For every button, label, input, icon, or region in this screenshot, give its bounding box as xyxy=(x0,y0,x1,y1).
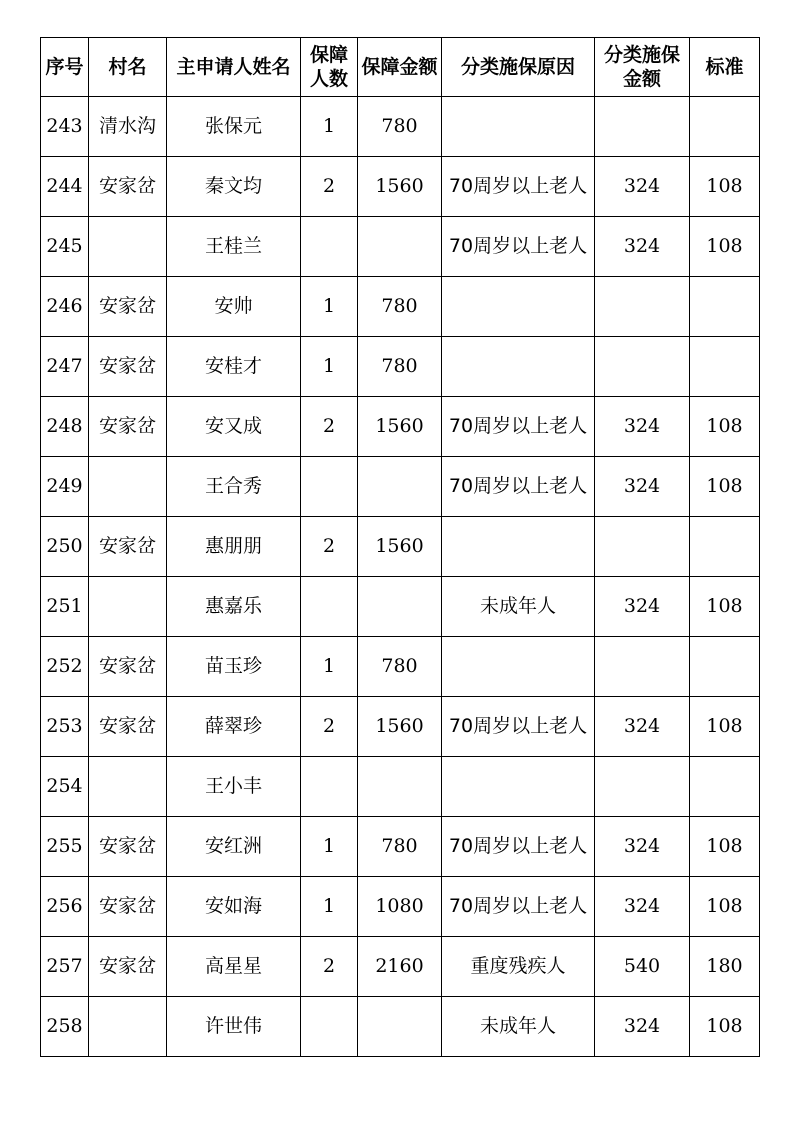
amount-cell: 780 xyxy=(358,97,442,157)
amount-cell: 780 xyxy=(358,817,442,877)
table-row xyxy=(41,217,760,277)
serial-cell: 246 xyxy=(41,277,89,337)
standard-cell: 108 xyxy=(690,697,760,757)
persons-cell: 1 xyxy=(301,97,358,157)
serial-cell: 255 xyxy=(41,817,89,877)
standard-cell: 108 xyxy=(690,457,760,517)
persons-cell xyxy=(301,997,358,1057)
reason-cell: 未成年人 xyxy=(442,997,595,1057)
standard-cell xyxy=(690,277,760,337)
amount-cell: 1560 xyxy=(358,697,442,757)
amount-cell: 1560 xyxy=(358,157,442,217)
table-row xyxy=(41,937,760,997)
reason-cell xyxy=(442,517,595,577)
serial-cell: 256 xyxy=(41,877,89,937)
table-row xyxy=(41,457,760,517)
classification-amount-cell: 324 xyxy=(595,157,690,217)
persons-cell: 2 xyxy=(301,697,358,757)
persons-cell: 1 xyxy=(301,277,358,337)
header-classification-reason: 分类施保原因 xyxy=(442,38,595,97)
standard-cell xyxy=(690,337,760,397)
reason-cell: 70周岁以上老人 xyxy=(442,457,595,517)
serial-cell: 249 xyxy=(41,457,89,517)
standard-cell: 108 xyxy=(690,817,760,877)
table-header xyxy=(41,38,760,97)
classification-amount-cell xyxy=(595,277,690,337)
reason-cell: 70周岁以上老人 xyxy=(442,217,595,277)
header-row xyxy=(41,38,760,97)
standard-cell: 108 xyxy=(690,397,760,457)
persons-cell xyxy=(301,757,358,817)
reason-cell: 70周岁以上老人 xyxy=(442,397,595,457)
persons-cell: 1 xyxy=(301,337,358,397)
persons-cell: 2 xyxy=(301,937,358,997)
amount-cell: 780 xyxy=(358,337,442,397)
applicant-cell: 安又成 xyxy=(167,397,301,457)
table-row xyxy=(41,877,760,937)
amount-cell: 2160 xyxy=(358,937,442,997)
classification-amount-cell xyxy=(595,757,690,817)
applicant-cell: 张保元 xyxy=(167,97,301,157)
serial-cell: 254 xyxy=(41,757,89,817)
reason-cell: 70周岁以上老人 xyxy=(442,697,595,757)
classification-amount-cell: 324 xyxy=(595,397,690,457)
table-row xyxy=(41,157,760,217)
persons-cell: 1 xyxy=(301,817,358,877)
reason-cell xyxy=(442,277,595,337)
classification-amount-cell xyxy=(595,517,690,577)
header-covered-persons: 保障人数 xyxy=(301,38,358,97)
amount-cell xyxy=(358,757,442,817)
table-row xyxy=(41,637,760,697)
classification-amount-cell: 324 xyxy=(595,577,690,637)
header-assistance-amount: 保障金额 xyxy=(358,38,442,97)
serial-cell: 250 xyxy=(41,517,89,577)
amount-cell: 1560 xyxy=(358,517,442,577)
amount-cell: 1560 xyxy=(358,397,442,457)
applicant-cell: 安如海 xyxy=(167,877,301,937)
applicant-cell: 许世伟 xyxy=(167,997,301,1057)
header-standard: 标准 xyxy=(690,38,760,97)
village-cell: 安家岔 xyxy=(89,817,167,877)
classification-amount-cell: 324 xyxy=(595,997,690,1057)
reason-cell: 70周岁以上老人 xyxy=(442,157,595,217)
applicant-cell: 秦文均 xyxy=(167,157,301,217)
persons-cell xyxy=(301,577,358,637)
serial-cell: 247 xyxy=(41,337,89,397)
persons-cell: 2 xyxy=(301,517,358,577)
applicant-cell: 安帅 xyxy=(167,277,301,337)
standard-cell xyxy=(690,97,760,157)
village-cell: 清水沟 xyxy=(89,97,167,157)
persons-cell xyxy=(301,217,358,277)
amount-cell xyxy=(358,457,442,517)
classification-amount-cell xyxy=(595,97,690,157)
village-cell: 安家岔 xyxy=(89,337,167,397)
standard-cell: 108 xyxy=(690,997,760,1057)
reason-cell: 重度残疾人 xyxy=(442,937,595,997)
village-cell xyxy=(89,757,167,817)
village-cell: 安家岔 xyxy=(89,517,167,577)
serial-cell: 245 xyxy=(41,217,89,277)
village-cell: 安家岔 xyxy=(89,397,167,457)
standard-cell: 108 xyxy=(690,217,760,277)
table-row xyxy=(41,697,760,757)
amount-cell: 780 xyxy=(358,277,442,337)
reason-cell: 未成年人 xyxy=(442,577,595,637)
applicant-cell: 薛翠珍 xyxy=(167,697,301,757)
reason-cell: 70周岁以上老人 xyxy=(442,817,595,877)
applicant-cell: 王桂兰 xyxy=(167,217,301,277)
standard-cell: 180 xyxy=(690,937,760,997)
table-row xyxy=(41,337,760,397)
reason-cell xyxy=(442,337,595,397)
persons-cell: 1 xyxy=(301,637,358,697)
classification-amount-cell: 324 xyxy=(595,697,690,757)
reason-cell xyxy=(442,97,595,157)
classification-amount-cell: 540 xyxy=(595,937,690,997)
village-cell: 安家岔 xyxy=(89,637,167,697)
persons-cell: 1 xyxy=(301,877,358,937)
classification-amount-cell: 324 xyxy=(595,877,690,937)
classification-amount-cell: 324 xyxy=(595,217,690,277)
serial-cell: 258 xyxy=(41,997,89,1057)
applicant-cell: 王小丰 xyxy=(167,757,301,817)
standard-cell: 108 xyxy=(690,157,760,217)
serial-cell: 251 xyxy=(41,577,89,637)
village-cell xyxy=(89,997,167,1057)
header-village-name: 村名 xyxy=(89,38,167,97)
header-classification-amount: 分类施保金额 xyxy=(595,38,690,97)
village-cell xyxy=(89,217,167,277)
table-row xyxy=(41,817,760,877)
village-cell xyxy=(89,577,167,637)
standard-cell xyxy=(690,517,760,577)
table-row xyxy=(41,757,760,817)
table-body xyxy=(41,97,760,1057)
table-row xyxy=(41,397,760,457)
classification-amount-cell: 324 xyxy=(595,817,690,877)
amount-cell: 1080 xyxy=(358,877,442,937)
table-row xyxy=(41,517,760,577)
reason-cell xyxy=(442,637,595,697)
serial-cell: 253 xyxy=(41,697,89,757)
applicant-cell: 高星星 xyxy=(167,937,301,997)
applicant-cell: 王合秀 xyxy=(167,457,301,517)
classification-amount-cell: 324 xyxy=(595,457,690,517)
standard-cell xyxy=(690,757,760,817)
reason-cell xyxy=(442,757,595,817)
persons-cell: 2 xyxy=(301,157,358,217)
persons-cell: 2 xyxy=(301,397,358,457)
amount-cell xyxy=(358,997,442,1057)
serial-cell: 252 xyxy=(41,637,89,697)
serial-cell: 244 xyxy=(41,157,89,217)
persons-cell xyxy=(301,457,358,517)
classification-amount-cell xyxy=(595,337,690,397)
standard-cell xyxy=(690,637,760,697)
village-cell xyxy=(89,457,167,517)
village-cell: 安家岔 xyxy=(89,157,167,217)
applicant-cell: 惠朋朋 xyxy=(167,517,301,577)
village-cell: 安家岔 xyxy=(89,877,167,937)
applicant-cell: 安红洲 xyxy=(167,817,301,877)
village-cell: 安家岔 xyxy=(89,937,167,997)
village-cell: 安家岔 xyxy=(89,277,167,337)
applicant-cell: 惠嘉乐 xyxy=(167,577,301,637)
table-row xyxy=(41,997,760,1057)
serial-cell: 257 xyxy=(41,937,89,997)
reason-cell: 70周岁以上老人 xyxy=(442,877,595,937)
table-row xyxy=(41,277,760,337)
table-row xyxy=(41,97,760,157)
header-serial-number: 序号 xyxy=(41,38,89,97)
standard-cell: 108 xyxy=(690,877,760,937)
header-applicant-name: 主申请人姓名 xyxy=(167,38,301,97)
village-cell: 安家岔 xyxy=(89,697,167,757)
applicant-cell: 苗玉珍 xyxy=(167,637,301,697)
amount-cell xyxy=(358,217,442,277)
classification-amount-cell xyxy=(595,637,690,697)
serial-cell: 248 xyxy=(41,397,89,457)
assistance-roster-table xyxy=(40,37,760,1057)
standard-cell: 108 xyxy=(690,577,760,637)
amount-cell xyxy=(358,577,442,637)
table-row xyxy=(41,577,760,637)
amount-cell: 780 xyxy=(358,637,442,697)
applicant-cell: 安桂才 xyxy=(167,337,301,397)
serial-cell: 243 xyxy=(41,97,89,157)
